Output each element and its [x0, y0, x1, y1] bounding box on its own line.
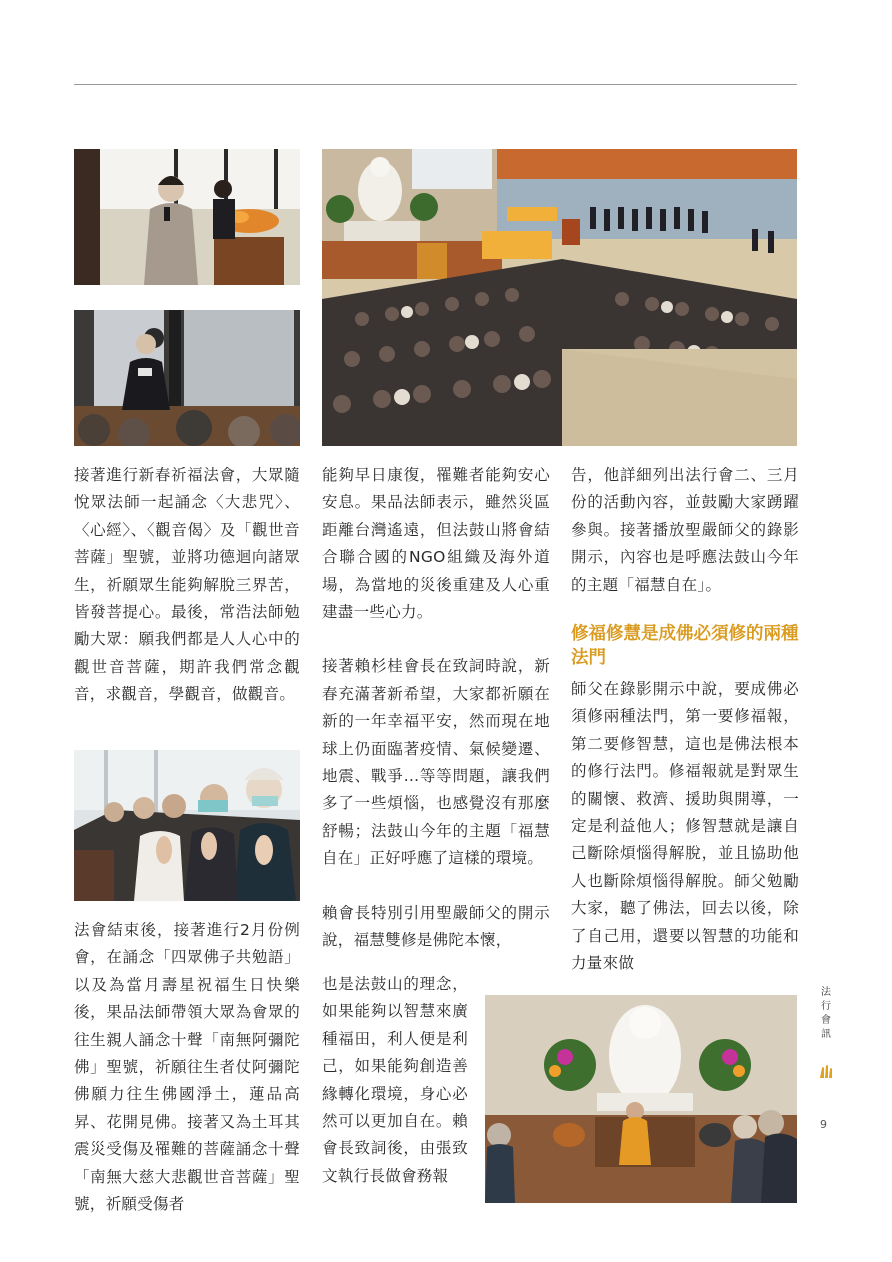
paragraph-disaster-relief: 能夠早日康復，罹難者能夠安心安息。果品法師表示，雖然災區距離台灣遙遠，但法鼓山將會結合聯合國的NGO組織及海外道場，為當地的災後重建及人心重建盡一些心力。	[322, 466, 550, 622]
photo-hall-audience	[322, 149, 797, 446]
paragraph-prayer-ceremony: 接著進行新春祈福法會，大眾隨悅眾法師一起誦念〈大悲咒〉、〈心經〉、〈觀音偈〉及「觀世音菩薩」聖號，並將功德迴向諸眾生，祈願眾生能夠解脫三界苦，皆發菩提心。最後，常浩法師勉勵大眾：願我們都是人人心中的觀世音菩薩，期許我們常念觀音，求觀音，學觀音，做觀音。	[74, 466, 300, 704]
page-number: 9	[820, 1118, 827, 1131]
column-2-narrow	[322, 971, 468, 1190]
palms-logo-icon	[818, 1064, 834, 1084]
photo-audience-praying	[74, 750, 300, 901]
paragraph-monthly-meeting: 法會結束後，接著進行2月份例會，在誦念「四眾佛子共勉語」以及為當月壽星祝福生日快樂後，果品法師帶領大眾為會眾的往生親人誦念十聲「南無阿彌陀佛」聖號，祈願往生者仗阿彌陀佛願力往生佛國淨土，蓮品高昇、花開見佛。接著又為土耳其震災受傷及罹難的菩薩誦念十聲「南無大慈大悲觀世音菩薩」聖號，祈願受傷者	[74, 921, 300, 1214]
paragraph-president-quote-cont: 也是法鼓山的理念，如果能夠以智慧來廣種福田，利人便是利己，如果能夠創造善緣轉化環境，身心必然可以更加自在。賴會長致詞後，由張致文執行長做會務報	[322, 975, 468, 1185]
column-3-top	[571, 462, 799, 599]
column-2	[322, 462, 550, 955]
photo-man-speaking	[74, 310, 300, 446]
column-3-bottom	[571, 676, 799, 977]
paragraph-master-teaching: 師父在錄影開示中說，要成佛必須修兩種法門，第一要修福報，第二要修智慧，這也是佛法根本的修行法門。修福報就是對眾生的關懷、救濟、援助與開導，一定是利益他人；修智慧就是讓自己斷除煩惱得解脫，並且協助他人也斷除煩惱得解脫。師父勉勵大家，聽了佛法，回去以後，除了自己用，還要以智慧的功能和力量來做	[571, 680, 799, 973]
paragraph-report: 告，他詳細列出法行會二、三月份的活動內容，並鼓勵大家踴躍參與。接著播放聖嚴師父的錄影開示，內容也是呼應法鼓山今年的主題「福慧自在」。	[571, 466, 799, 594]
paragraph-president-speech: 接著賴杉桂會長在致詞時說，新春充滿著新希望，大家都祈願在新的一年幸福平安，然而現在地球上仍面臨著疫情、氣候變遷、地震、戰爭…等等問題，讓我們多了一些煩惱，也感覺沒有那麼舒暢；法鼓山今年的主題「福慧自在」正好呼應了這樣的環境。	[322, 657, 550, 868]
header-rule	[74, 84, 797, 85]
paragraph-president-quote: 賴會長特別引用聖嚴師父的開示說，福慧雙修是佛陀本懷，	[322, 903, 550, 950]
magazine-logo: 法 行 會 訊	[821, 987, 831, 1040]
photo-buddha-altar	[485, 995, 797, 1203]
column-1-top	[74, 462, 300, 709]
photo-nun-speaking	[74, 149, 300, 285]
section-heading: 修福修慧是成佛必須修的兩種法門	[571, 624, 799, 668]
column-1-bottom	[74, 917, 300, 1218]
